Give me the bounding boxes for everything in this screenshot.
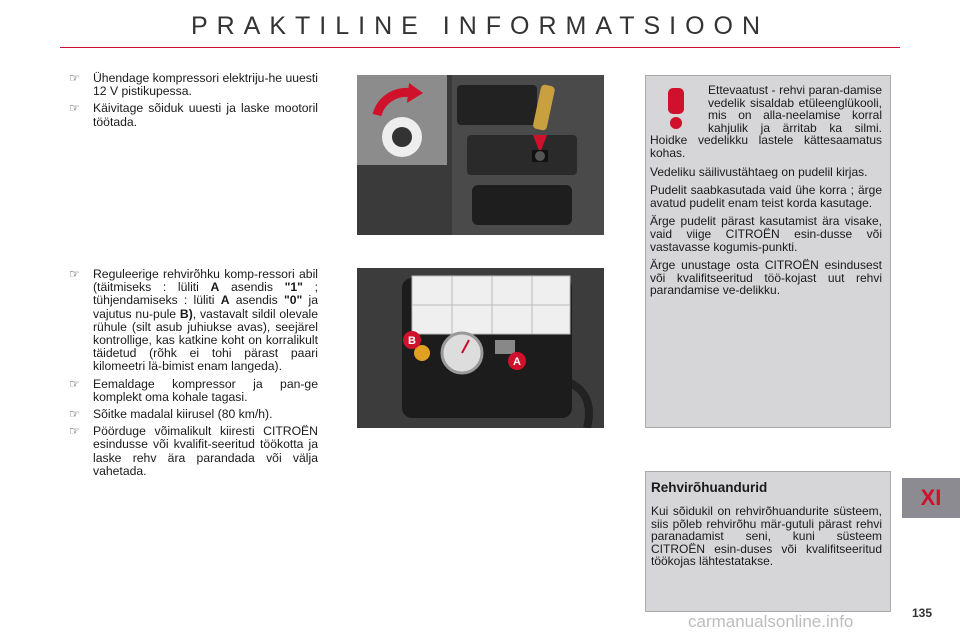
list-item: ☞ Ühendage kompressori elektriju-he uuesti 12 V pistikupessa. xyxy=(69,71,318,99)
console-outlet-photo xyxy=(357,75,604,235)
label-b: B xyxy=(408,335,416,347)
panel-heading: Rehvirõhuandurid xyxy=(651,480,768,495)
pointing-hand-icon: ☞ xyxy=(69,101,80,116)
warning-paragraph: Pudelit saabkasutada vaid ühe korra ; ärge avatud pudelit enam teist korda kasutage. xyxy=(650,183,882,210)
warning-text xyxy=(646,76,890,297)
warning-paragraph: Ärge pudelit pärast kasutamist ära visake, vaid viige CITROËN esin-dusse või vastavasse kogumis-punkti. xyxy=(650,214,882,254)
page-number: 135 xyxy=(912,606,933,620)
pointing-hand-icon: ☞ xyxy=(69,376,80,391)
pointing-hand-icon: ☞ xyxy=(69,71,80,85)
list-item: ☞ Sõitke madalal kiirusel (80 km/h). xyxy=(69,407,273,422)
steps-bottom-list xyxy=(60,268,318,482)
title-divider xyxy=(60,47,900,48)
console-illustration xyxy=(357,75,604,235)
label-a: A xyxy=(513,356,521,368)
warning-paragraph: Vedeliku säilivustähtaeg on pudelil kirjas. xyxy=(650,164,868,179)
steps-top-list xyxy=(60,72,318,133)
compressor-illustration xyxy=(357,268,604,428)
watermark: carmanualsonline.info xyxy=(688,612,854,631)
warning-paragraph: Ärge unustage osta CITROËN esindusest või kvalifitseeritud töö-kojast uut rehvi parandamise ve-delikku. xyxy=(650,258,882,298)
list-item: ☞ Käivitage sõiduk uuesti ja laske mootoril töötada. xyxy=(69,101,318,129)
tire-pressure-panel xyxy=(645,471,891,612)
chapter-tab: XI xyxy=(902,478,960,518)
warning-panel xyxy=(645,75,891,428)
list-item: ☞ Pöörduge võimalikult kiiresti CITROËN esindusse või kvalifit-seeritud töökotta ja laske rehv ära parandada või välja vahetada. xyxy=(69,424,318,478)
warning-paragraph: Ettevaatust - rehvi paran-damise vedelik sisaldab etüleenglükooli, mis on alla-neelamise korral kahjulik ja ärritab ka silmi. Hoidke vedelikku lastele kättesaamatus kohas. xyxy=(650,83,882,160)
pointing-hand-icon: ☞ xyxy=(69,407,80,422)
panel-body: Kui sõidukil on rehvirõhuandurite süsteem, siis põleb rehvirõhu mär-gutuli pärast rehvi paranadamist seni, kuni süsteem CITROËN esin-duses või kvalifitseeritud töökojas lähtestatakse. xyxy=(651,504,882,569)
pointing-hand-icon: ☞ xyxy=(69,267,80,281)
page-title: PRAKTILINE INFORMATSIOON xyxy=(190,12,770,40)
pointing-hand-icon: ☞ xyxy=(69,424,80,439)
compressor-photo xyxy=(357,268,604,428)
warning-exclamation-icon xyxy=(650,84,702,130)
list-item: ☞ Eemaldage kompressor ja pan-ge komplekt oma kohale tagasi. xyxy=(69,376,318,404)
list-item: ☞ Reguleerige rehvirõhku komp-ressori abil (täitmiseks : lüliti A asendis "1" ; tühjendamiseks : lüliti A asendis "0" ja vajutus nu-pule B), vastavalt sildil olevale rühule (silt asub juhiukse avas), seejärel kontrollige, kas katkine koht on korralikult täidetud (rõhk ei tohi pärast paari kilomeetri lä-bimist enam langeda). xyxy=(69,267,318,374)
